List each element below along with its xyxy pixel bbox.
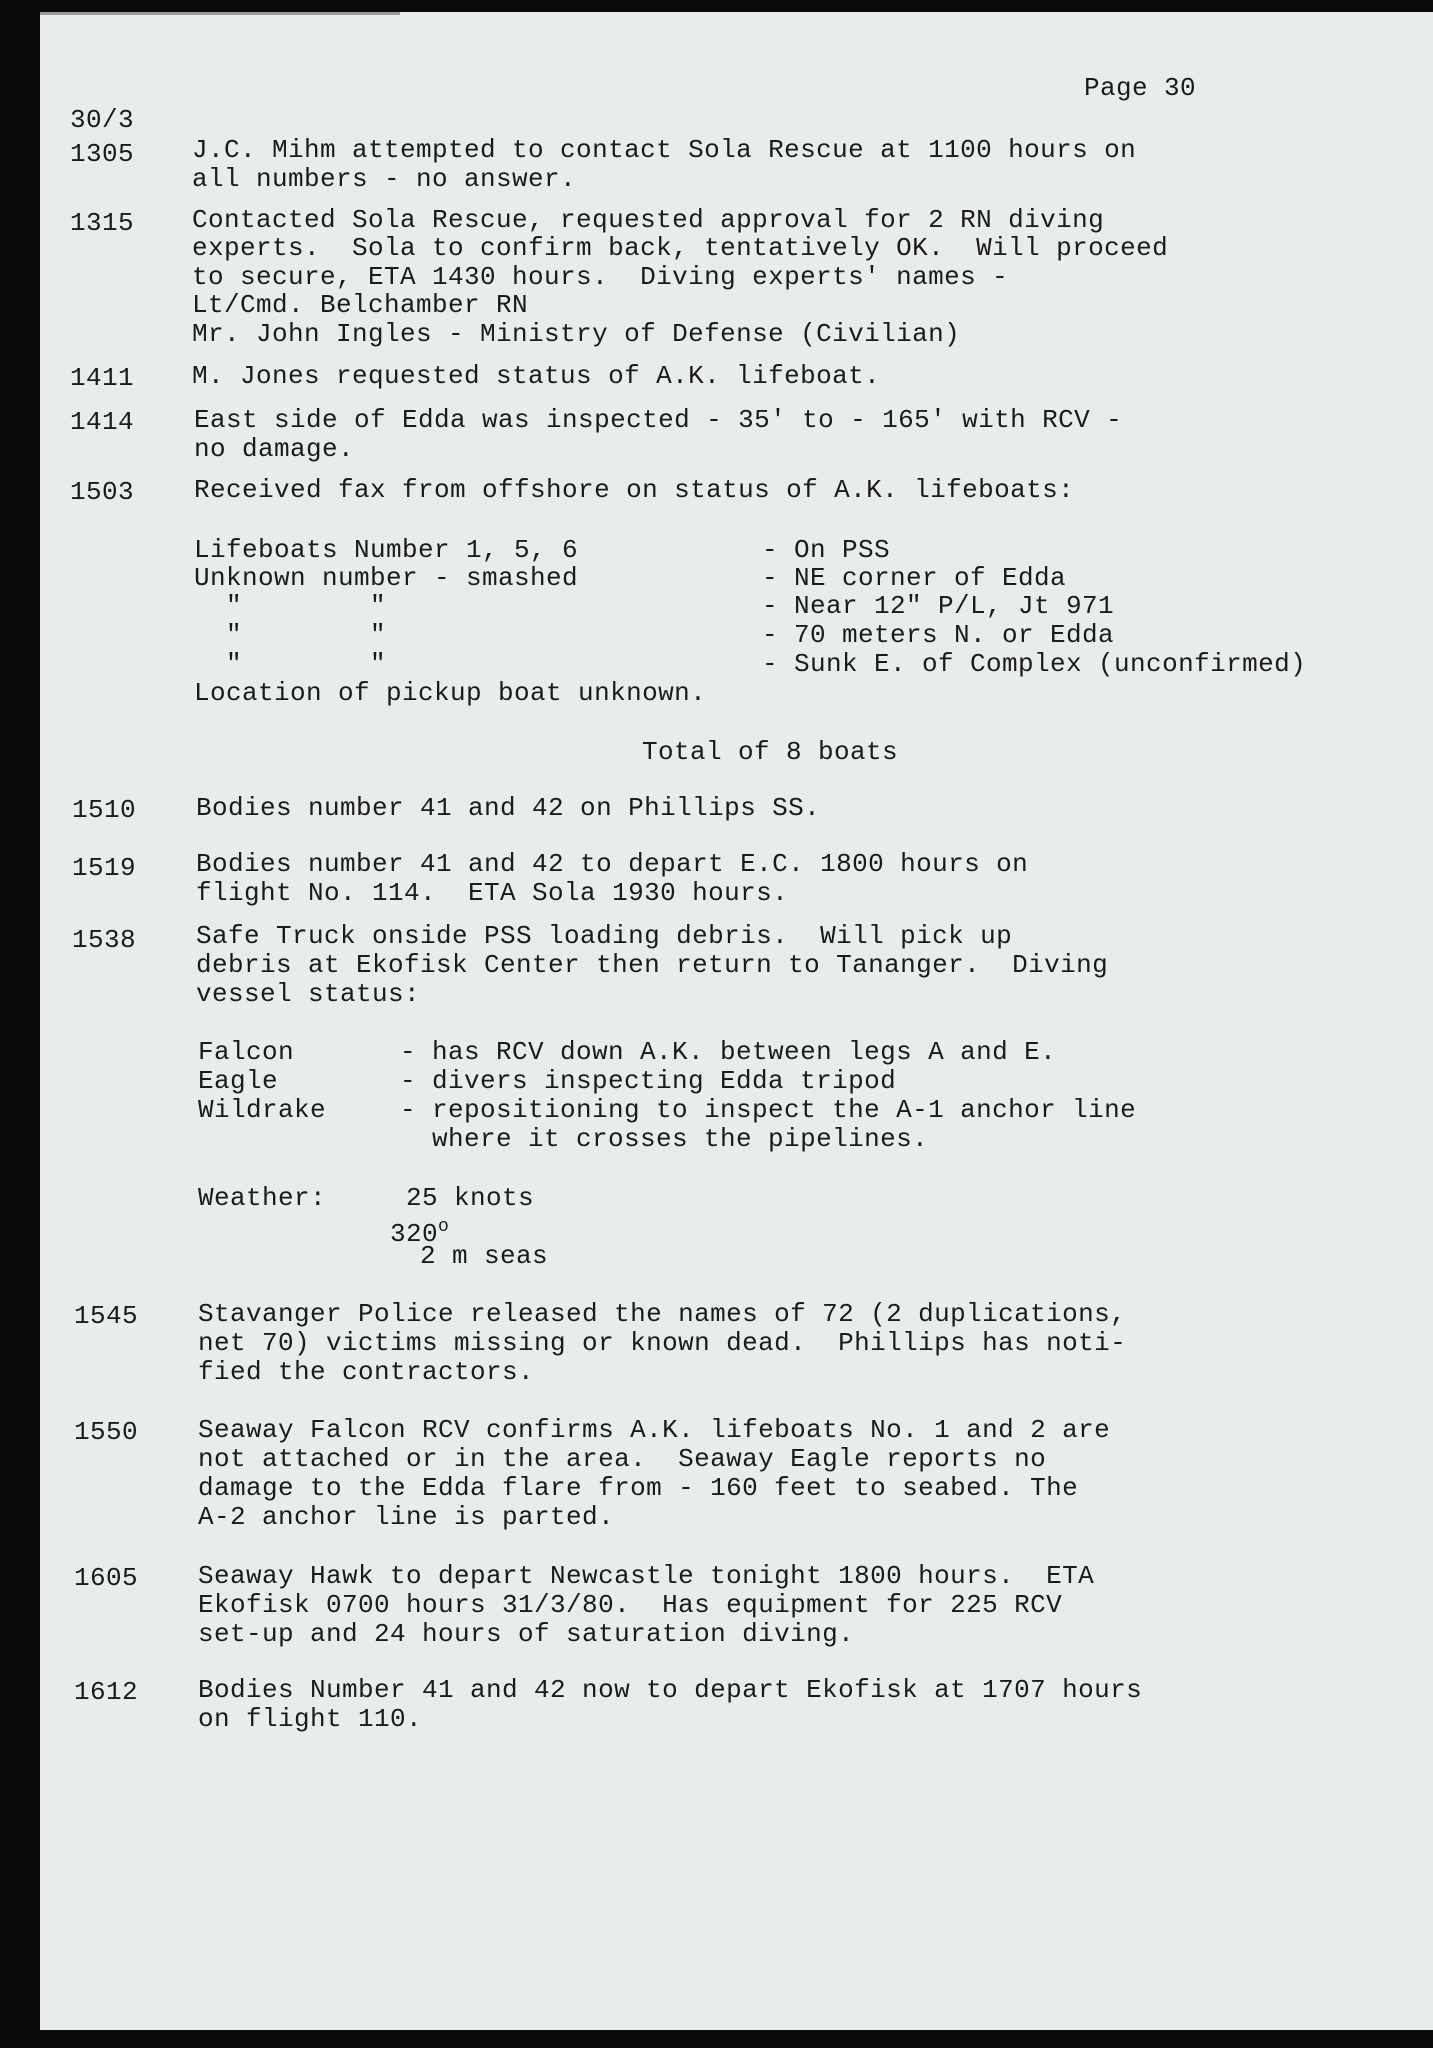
lifeboat-status: - Sunk E. of Complex (unconfirmed) xyxy=(762,649,1307,679)
entry-line: Seaway Falcon RCV confirms A.K. lifeboats No. 1 and 2 are xyxy=(198,1415,1111,1445)
vessel-name: Wildrake xyxy=(198,1095,327,1125)
entry-line: to secure, ETA 1430 hours. Diving experts' names - xyxy=(192,262,1009,292)
entry-line: Ekofisk 0700 hours 31/3/80. Has equipment for 225 RCV xyxy=(198,1590,1063,1620)
weather-label: Weather: xyxy=(198,1183,327,1213)
entry-line: Lt/Cmd. Belchamber RN xyxy=(192,290,529,320)
weather-seas: 2 m seas xyxy=(420,1241,549,1271)
lifeboat-location: " " xyxy=(194,591,387,621)
degree-symbol: o xyxy=(438,1217,450,1237)
entry-line: on flight 110. xyxy=(198,1704,423,1734)
entry-line: Contacted Sola Rescue, requested approval for 2 RN diving xyxy=(192,205,1105,235)
entry-time: 1315 xyxy=(70,208,135,238)
page-number: Page 30 xyxy=(1084,73,1197,103)
lifeboat-location: " " xyxy=(194,620,387,650)
entry-time: 1545 xyxy=(74,1301,139,1331)
entry-line: fied the contractors. xyxy=(198,1357,535,1387)
entry-line: Bodies number 41 and 42 on Phillips SS. xyxy=(196,793,821,823)
entry-time: 1550 xyxy=(74,1417,139,1447)
vessel-status: - divers inspecting Edda tripod xyxy=(400,1066,897,1096)
entry-time: 1503 xyxy=(70,477,135,507)
entry-line: debris at Ekofisk Center then return to Tananger. Diving xyxy=(196,950,1109,980)
entry-time: 1510 xyxy=(72,795,137,825)
entry-line: damage to the Edda flare from - 160 feet to seabed. The xyxy=(198,1473,1079,1503)
vessel-status: - repositioning to inspect the A-1 anchor line xyxy=(400,1095,1137,1125)
vessel-name: Falcon xyxy=(198,1037,295,1067)
entry-line: J.C. Mihm attempted to contact Sola Rescue at 1100 hours on xyxy=(192,135,1137,165)
entry-line: M. Jones requested status of A.K. lifeboat. xyxy=(192,361,881,391)
entry-line: Stavanger Police released the names of 72 (2 duplications, xyxy=(198,1299,1127,1329)
entry-line: set-up and 24 hours of saturation diving. xyxy=(198,1619,855,1649)
entry-line: Received fax from offshore on status of A.K. lifeboats: xyxy=(194,475,1075,505)
entry-line: Safe Truck onside PSS loading debris. Will pick up xyxy=(196,921,1013,951)
pickup-note: Location of pickup boat unknown. xyxy=(194,678,707,708)
lifeboat-location: Unknown number - smashed xyxy=(194,563,579,593)
entry-line: no damage. xyxy=(194,434,355,464)
entry-line: East side of Edda was inspected - 35' to - 165' with RCV - xyxy=(194,405,1123,435)
lifeboat-status: - On PSS xyxy=(762,535,891,565)
entry-line: Seaway Hawk to depart Newcastle tonight 1800 hours. ETA xyxy=(198,1561,1095,1591)
entry-line: not attached or in the area. Seaway Eagle reports no xyxy=(198,1444,1047,1474)
entry-line: A-2 anchor line is parted. xyxy=(198,1502,615,1532)
entry-line: vessel status: xyxy=(196,979,421,1009)
lifeboat-status: - 70 meters N. or Edda xyxy=(762,620,1115,650)
entry-time: 1538 xyxy=(72,925,137,955)
entry-time: 1411 xyxy=(70,363,135,393)
lifeboat-status: - Near 12" P/L, Jt 971 xyxy=(762,591,1115,621)
lifeboat-location: Lifeboats Number 1, 5, 6 xyxy=(194,535,579,565)
entry-time: 1519 xyxy=(72,853,137,883)
boats-total: Total of 8 boats xyxy=(642,737,899,767)
lifeboat-location: " " xyxy=(194,649,387,679)
entry-line: net 70) victims missing or known dead. Phillips has noti- xyxy=(198,1328,1127,1358)
vessel-name: Eagle xyxy=(198,1066,279,1096)
entry-time: 1605 xyxy=(74,1563,139,1593)
document-page xyxy=(40,12,1433,2030)
entry-time: 1414 xyxy=(70,407,135,437)
entry-line: all numbers - no answer. xyxy=(192,164,577,194)
entry-line: experts. Sola to confirm back, tentatively OK. Will proceed xyxy=(192,233,1169,263)
entry-line: Bodies number 41 and 42 to depart E.C. 1800 hours on xyxy=(196,849,1029,879)
vessel-status: where it crosses the pipelines. xyxy=(400,1124,929,1154)
vessel-status: - has RCV down A.K. between legs A and E. xyxy=(400,1037,1057,1067)
entry-time: 1305 xyxy=(70,139,135,169)
lifeboat-status: - NE corner of Edda xyxy=(762,563,1067,593)
entry-line: Bodies Number 41 and 42 now to depart Ekofisk at 1707 hours xyxy=(198,1675,1143,1705)
weather-wind-direction: 320$^o$ xyxy=(390,1217,450,1249)
entry-line: Mr. John Ingles - Ministry of Defense (Civilian) xyxy=(192,319,961,349)
entry-time: 1612 xyxy=(74,1677,139,1707)
log-date: 30/3 xyxy=(70,105,135,135)
scan-edge-line xyxy=(40,12,400,15)
entry-line: flight No. 114. ETA Sola 1930 hours. xyxy=(196,878,789,908)
weather-wind-speed: 25 knots xyxy=(406,1183,535,1213)
